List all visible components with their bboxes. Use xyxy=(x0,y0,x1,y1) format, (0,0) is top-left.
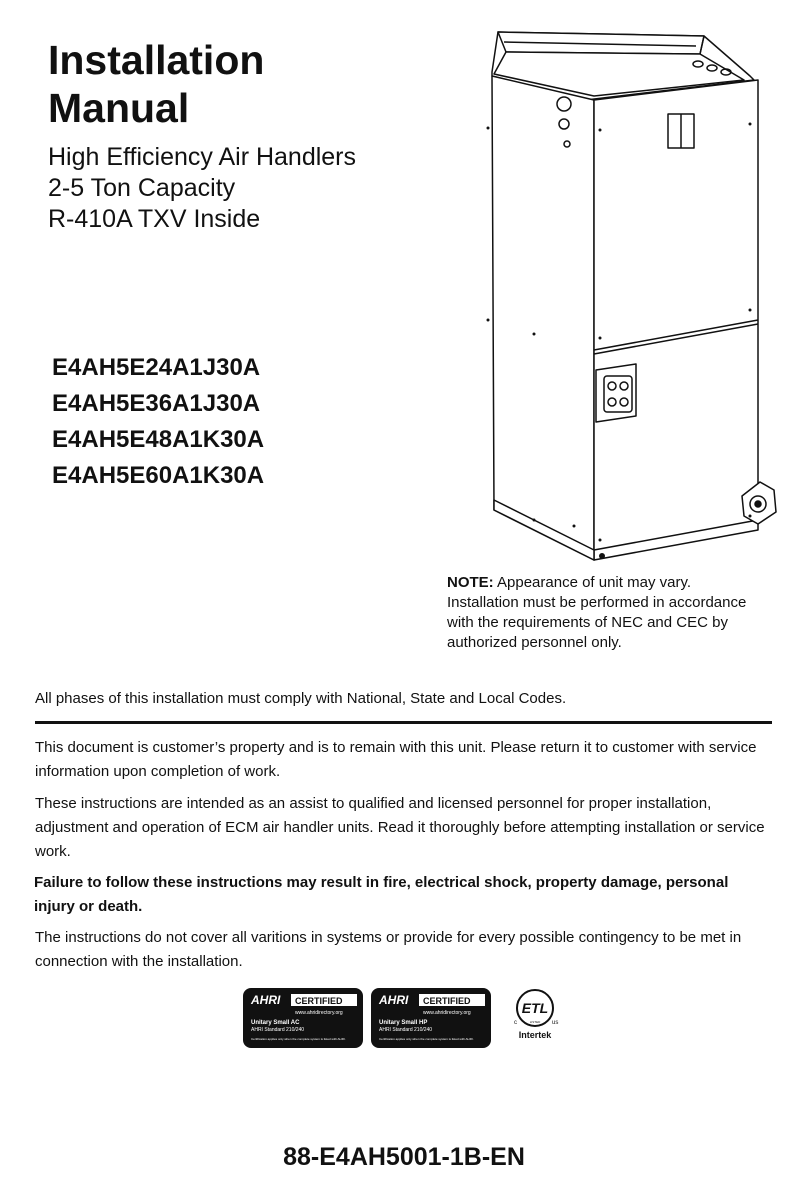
note-line-4: authorized personnel only. xyxy=(447,634,622,651)
model-number: E4AH5E48A1K30A xyxy=(52,426,265,453)
ahri-line-1: Unitary Small HP xyxy=(379,1020,428,1026)
ahri-fine-print: Certification applies only when the complete system is listed with AHRI. xyxy=(379,1037,474,1041)
contingency-paragraph: The instructions do not cover all varitions in systems or provide for every possible contingency to be met in connection with the installation. xyxy=(35,929,742,970)
intertek-brand: Intertek xyxy=(518,1030,552,1040)
ahri-certified-label: CERTIFIED xyxy=(295,996,343,1006)
manual-subtitle xyxy=(48,142,356,235)
divider xyxy=(35,721,772,724)
model-number: E4AH5E36A1J30A xyxy=(52,390,261,417)
model-number: E4AH5E24A1J30A xyxy=(52,354,261,381)
etl-us: us xyxy=(552,1020,559,1026)
subtitle-line-1: High Efficiency Air Handlers xyxy=(48,143,357,171)
ahri-fine-print: Certification applies only when the complete system is listed with AHRI. xyxy=(251,1037,346,1041)
note-line-3: with the requirements of NEC and CEC by xyxy=(447,614,728,631)
ahri-line-1: Unitary Small AC xyxy=(251,1020,300,1026)
ahri-brand: AHRI xyxy=(379,993,409,1007)
ahri-certified-hp-logo xyxy=(371,988,491,1048)
note-line-1: Appearance of unit may vary. xyxy=(493,574,692,591)
manual-title xyxy=(48,36,264,132)
title-line-1: Installation xyxy=(48,37,265,83)
etl-c: c xyxy=(514,1020,517,1026)
etl-listed-logo xyxy=(514,990,558,1040)
ahri-certified-ac-logo xyxy=(243,988,363,1048)
certification-logos xyxy=(243,986,573,1052)
warning-paragraph: Failure to follow these instructions may result in fire, electrical shock, property damage, personal injury or death. xyxy=(34,874,729,915)
ahri-certified-label: CERTIFIED xyxy=(423,996,471,1006)
note-line-2: Installation must be performed in accordance xyxy=(447,594,747,611)
ahri-site: www.ahridirectory.org xyxy=(423,1010,471,1016)
codes-statement: All phases of this installation must comply with National, State and Local Codes. xyxy=(35,690,567,707)
etl-listed: LISTED xyxy=(529,1020,541,1024)
ahri-site: www.ahridirectory.org xyxy=(295,1010,343,1016)
ahri-brand: AHRI xyxy=(251,993,281,1007)
etl-mark: ETL xyxy=(521,1000,549,1016)
model-number: E4AH5E60A1K30A xyxy=(52,462,265,489)
document-number: 88-E4AH5001-1B-EN xyxy=(283,1143,525,1171)
ahri-line-2: AHRI Standard 210/240 xyxy=(379,1027,433,1033)
ahri-line-2: AHRI Standard 210/240 xyxy=(251,1027,305,1033)
appearance-note xyxy=(447,573,777,653)
air-handler-illustration xyxy=(454,20,794,580)
subtitle-line-2: 2-5 Ton Capacity xyxy=(48,174,236,202)
property-paragraph: This document is customer’s property and is to remain with this unit. Please return it to customer with service information upon completion of work. xyxy=(35,739,757,780)
subtitle-line-3: R-410A TXV Inside xyxy=(48,205,261,233)
title-line-2: Manual xyxy=(48,85,190,131)
model-list xyxy=(52,350,264,494)
note-label: NOTE: xyxy=(447,574,494,591)
qualified-personnel-paragraph: These instructions are intended as an assist to qualified and licensed personnel for proper installation, adjustment and operation of ECM air handler units. Read it thoroughly before attempting installation or service work. xyxy=(35,795,765,860)
